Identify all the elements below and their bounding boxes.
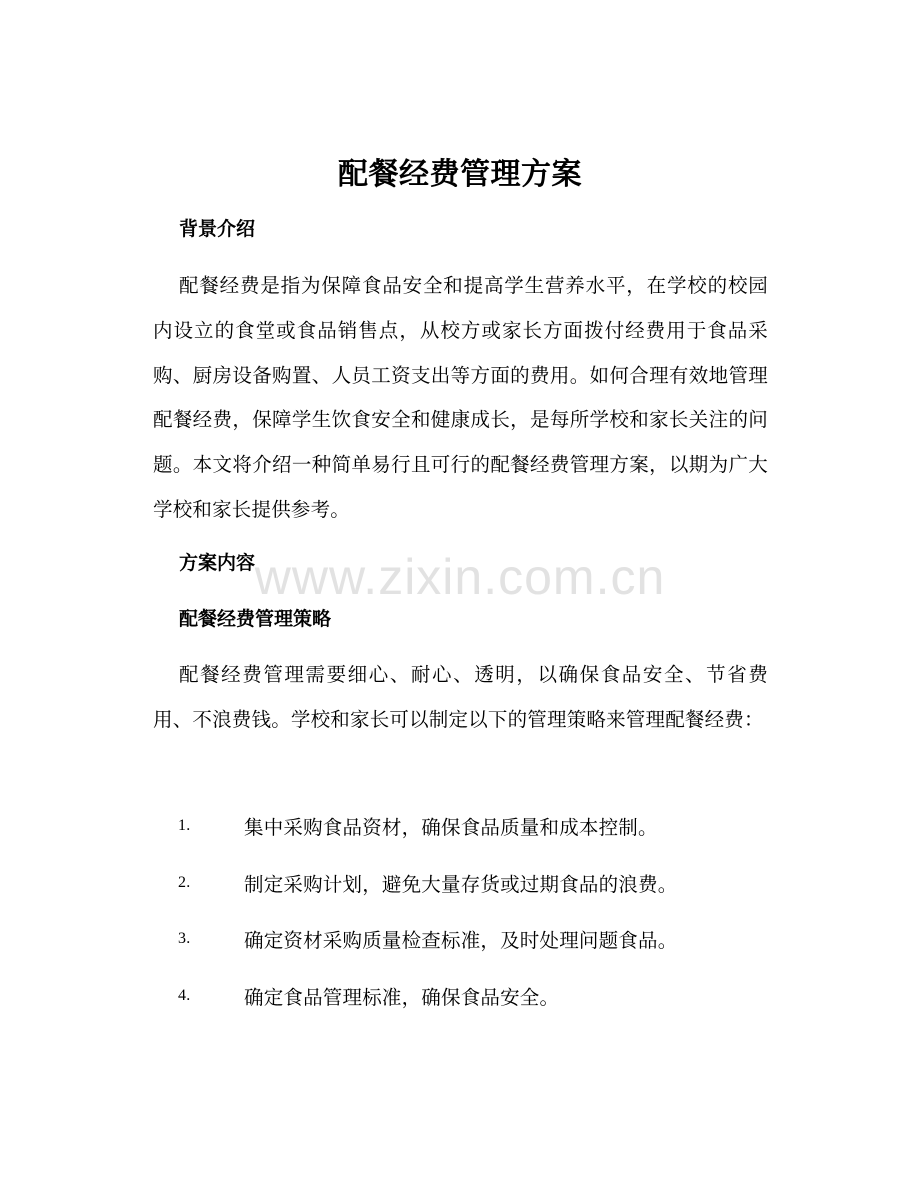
list-item-number: 4. [178,986,191,1004]
list-item-number: 2. [178,873,191,891]
section-heading-content: 方案内容 [179,552,256,574]
list-item-text: 制定采购计划，避免大量存货或过期食品的浪费。 [244,872,678,896]
list-item-text: 集中采购食品资材，确保食品质量和成本控制。 [244,816,658,840]
list-item-number: 3. [178,930,191,948]
section-heading-background: 背景介绍 [179,218,256,240]
list-item [178,855,677,912]
strategy-list [178,798,677,1024]
list-item [178,798,677,855]
strategy-paragraph: 配餐经费管理需要细心、耐心、透明，以确保食品安全、节省费用、不浪费钱。学校和家长可以制定以下的管理策略来管理配餐经费： [153,663,768,731]
subsection-heading-strategy: 配餐经费管理策略 [179,608,332,630]
watermark-text: www.zixin.com.cn [254,549,666,605]
list-item-text: 确定资材采购质量检查标准，及时处理问题食品。 [244,929,678,953]
list-item [178,911,677,968]
background-paragraph: 配餐经费是指为保障食品安全和提高学生营养水平，在学校的校园内设立的食堂或食品销售点，从校方或家长方面拨付经费用于食品采购、厨房设备购置、人员工资支出等方面的费用。如何合理有效地管理配餐经费，保障学生饮食安全和健康成长，是每所学校和家长关注的问题。本文将介绍一种简单易行且可行的配餐经费管理方案，以期为广大学校和家长提供参考。 [153,274,768,521]
list-item-number: 1. [178,817,191,835]
list-item-text: 确定食品管理标准，确保食品安全。 [244,985,560,1009]
document-title: 配餐经费管理方案 [338,157,582,192]
list-item [178,968,677,1025]
